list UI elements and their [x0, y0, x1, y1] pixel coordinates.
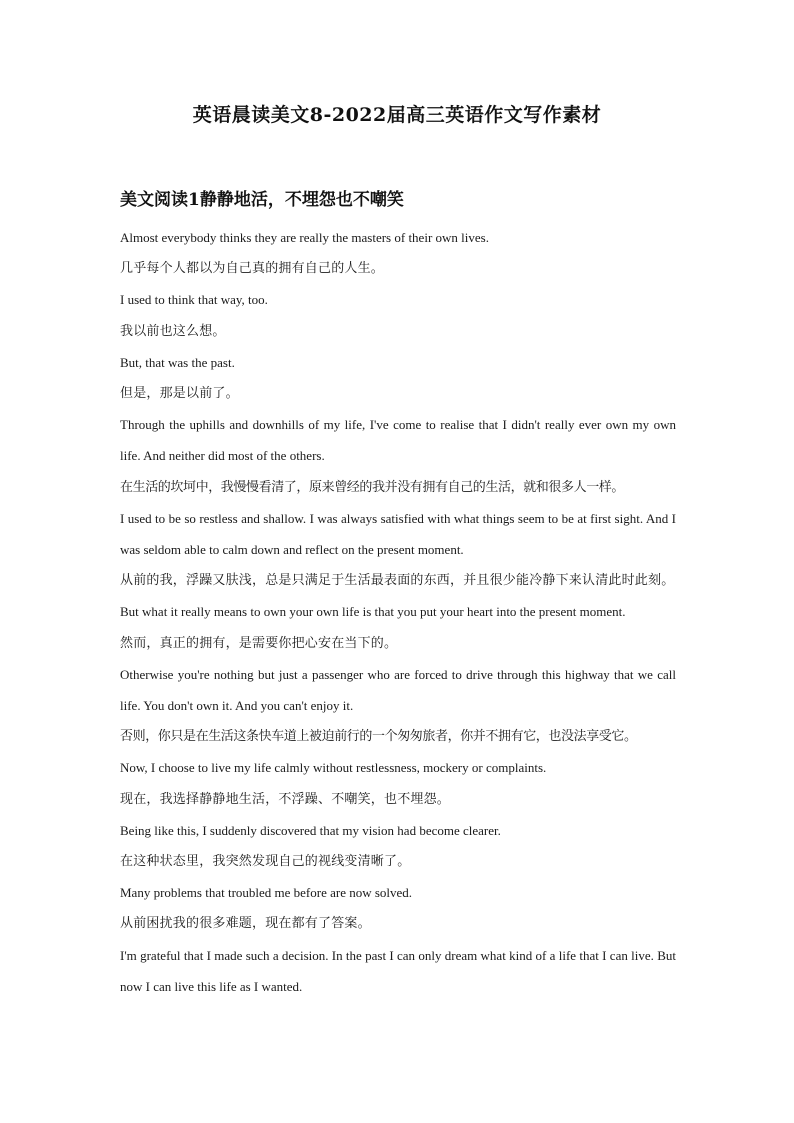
- paragraph-zh: 否则，你只是在生活这条快车道上被迫前行的一个匆匆旅者，你并不拥有它，也没法享受它。: [120, 729, 637, 745]
- document-title: 英语晨读美文8-2022届高三英语作文写作素材: [192, 104, 602, 126]
- paragraph-en: Otherwise you're nothing but just a passenger who are forced to drive through this highway that we call life. You don't own it. And you can't enjoy it.: [120, 666, 676, 714]
- paragraph-en: Being like this, I suddenly discovered that my vision had become clearer.: [120, 822, 501, 838]
- paragraph-en: But what it really means to own your own life is that you put your heart into the present moment.: [120, 604, 626, 620]
- paragraph-zh: 但是，那是以前了。: [120, 386, 239, 402]
- paragraph-en: I used to be so restless and shallow. I was always satisfied with what things seem to be at first sight. And I was seldom able to calm down and reflect on the present moment.: [120, 510, 676, 558]
- paragraph-zh: 在这种状态里，我突然发现自己的视线变清晰了。: [120, 854, 411, 870]
- paragraph-zh: 在生活的坎坷中，我慢慢看清了，原来曾经的我并没有拥有自己的生活，就和很多人一样。: [120, 479, 625, 495]
- paragraph-en: Many problems that troubled me before are now solved.: [120, 885, 413, 901]
- paragraph-en: But, that was the past.: [120, 354, 235, 370]
- paragraph-zh: 从前困扰我的很多难题，现在都有了答案。: [120, 916, 371, 932]
- paragraph-en: Now, I choose to live my life calmly without restlessness, mockery or complaints.: [120, 760, 547, 776]
- paragraph-en: Almost everybody thinks they are really the masters of their own lives.: [120, 230, 489, 245]
- paragraph-en: I used to think that way, too.: [120, 292, 268, 308]
- paragraph-zh: 现在，我选择静静地生活，不浮躁、不嘲笑，也不埋怨。: [120, 791, 451, 807]
- paragraph-zh: 几乎每个人都以为自己真的拥有自己的人生。: [120, 261, 385, 277]
- paragraph-zh: 我以前也这么想。: [120, 323, 226, 339]
- section-heading: 美文阅读1静静地活，不埋怨也不嘲笑: [120, 190, 404, 210]
- paragraph-en: I'm grateful that I made such a decision. In the past I can only dream what kind of a life that I can live. But now I can live this life as I wanted.: [120, 947, 676, 994]
- article-body: [120, 222, 676, 1002]
- paragraph-zh: 从前的我，浮躁又肤浅，总是只满足于生活最表面的东西，并且很少能冷静下来认清此时此刻。: [120, 573, 675, 589]
- paragraph-zh: 然而，真正的拥有，是需要你把心安在当下的。: [120, 635, 398, 651]
- paragraph-en: Through the uphills and downhills of my life, I've come to realise that I didn't really ever own my own life. And neither did most of the others.: [120, 417, 676, 464]
